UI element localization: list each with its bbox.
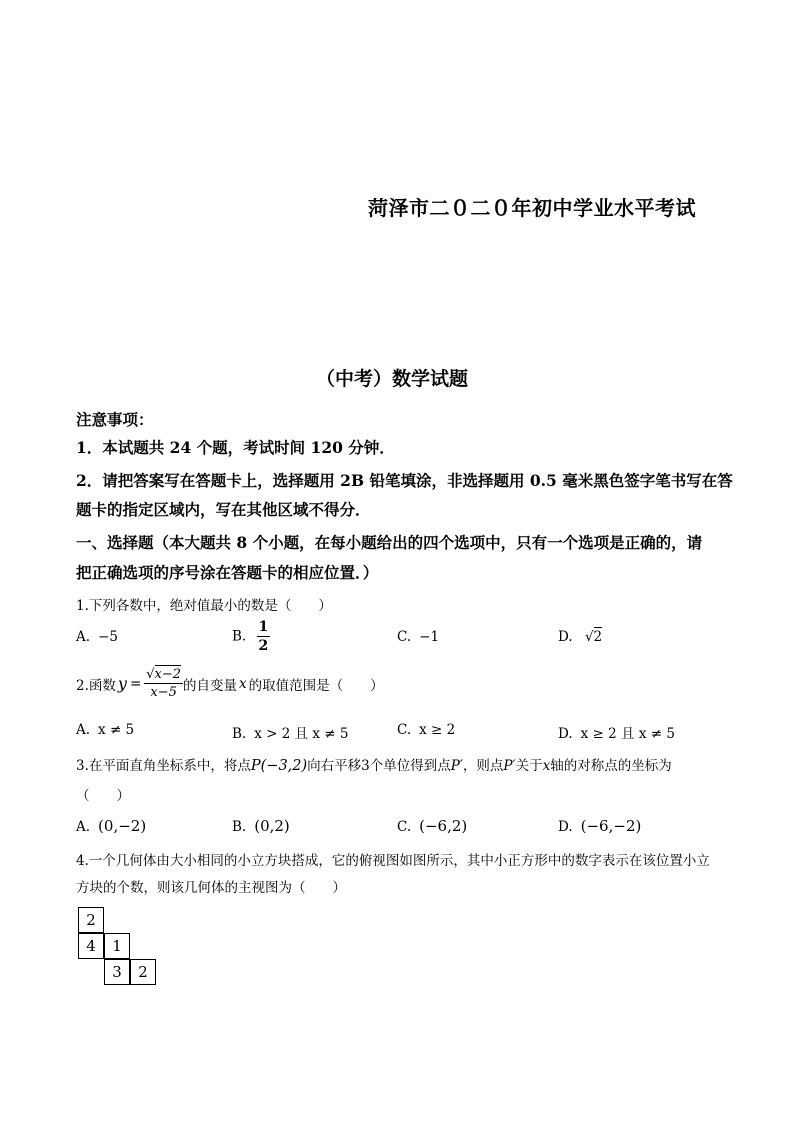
q2-numerator-text: x−2 — [154, 667, 182, 682]
q1-option-a[interactable] — [76, 629, 118, 645]
q4-stem-line-2: 方块的个数，则该几何体的主视图为（ ） — [76, 880, 346, 896]
q1-option-b-fraction — [257, 620, 271, 653]
q2-option-b-label: B. — [232, 726, 247, 742]
q3-option-a-value: (0,−2) — [98, 817, 147, 835]
q2-option-d-value: x ≥ 2 且 x ≠ 5 — [580, 726, 675, 742]
q1-stem: 1.下列各数中，绝对值最小的数是（ ） — [76, 598, 332, 614]
q1-option-b-label: B. — [232, 628, 247, 645]
q2-option-c-value: x ≥ 2 — [419, 722, 456, 738]
q3-option-a[interactable] — [76, 817, 146, 835]
q3-option-d-label: D. — [558, 819, 573, 835]
q2-stem-post: 的自变量 — [183, 677, 238, 694]
notice-item-2-line-1: 2．请把答案写在答题卡上，选择题用 2B 铅笔填涂，非选择题用 0.5 毫米黑色签字笔书写在答 — [76, 471, 733, 490]
q3-option-c-value: (−6,2) — [419, 817, 468, 835]
q2-option-b-value: x > 2 且 x ≠ 5 — [254, 726, 349, 742]
q1-option-b-numerator: 1 — [258, 619, 269, 635]
q2-denominator: x−5 — [150, 685, 177, 700]
top-view-grid — [78, 907, 158, 987]
q3-option-d-value: (−6,−2) — [580, 817, 642, 835]
grid-cell: 1 — [104, 933, 130, 959]
notice-item-2-line-2: 题卡的指定区域内，写在其他区域不得分． — [76, 500, 371, 519]
q3-point-2: P′ — [450, 758, 463, 774]
grid-cell: 2 — [78, 907, 104, 933]
q3-axis: x — [542, 758, 551, 774]
q1-option-c[interactable] — [397, 629, 439, 645]
grid-cell: 3 — [104, 959, 130, 985]
q3-option-a-label: A. — [76, 819, 91, 835]
q1-option-d[interactable] — [558, 629, 602, 645]
q3-point: P(−3,2) — [250, 758, 308, 774]
q3-option-c[interactable] — [397, 817, 467, 835]
q2-option-b[interactable] — [232, 722, 349, 742]
grid-cell: 4 — [78, 933, 104, 959]
q1-option-d-value: 2 — [593, 629, 603, 645]
q1-option-a-value: −5 — [98, 629, 118, 645]
exam-title: 菏泽市二０二０年初中学业水平考试 — [368, 196, 696, 220]
q3-point-3: P′ — [503, 758, 516, 774]
q2-option-c-label: C. — [397, 722, 412, 738]
q2-option-a[interactable] — [76, 722, 134, 738]
q3-stem-c: ，则点 — [462, 758, 504, 774]
q2-option-a-label: A. — [76, 722, 91, 738]
q2-stem-pre: 2.函数 — [76, 677, 116, 694]
q1-option-a-label: A. — [76, 629, 91, 645]
q1-option-c-value: −1 — [419, 629, 440, 645]
q1-option-c-label: C. — [397, 629, 412, 645]
sqrt-symbol: √ — [584, 629, 594, 645]
q3-stem-line-1 — [76, 754, 672, 774]
q3-option-d[interactable] — [558, 817, 641, 835]
q3-stem-b: 向右平移3个单位得到点 — [307, 758, 451, 774]
q2-option-d[interactable] — [558, 722, 675, 742]
q2-fraction — [144, 668, 183, 699]
q1-option-d-label: D. — [558, 629, 573, 645]
q2-stem — [76, 668, 384, 699]
exam-subtitle: （中考）数学试题 — [316, 368, 469, 390]
q3-stem-d: 关于 — [515, 758, 543, 774]
grid-cell: 2 — [130, 959, 156, 985]
q3-stem-line-2: （ ） — [76, 788, 130, 804]
q3-stem-e: 轴的对称点的坐标为 — [550, 758, 672, 774]
q3-option-b-label: B. — [232, 819, 247, 835]
q2-stem-end: 的取值范围是（ ） — [248, 677, 384, 694]
section-heading-line-1: 一、选择题（本大题共 8 个小题，在每小题给出的四个选项中，只有一个选项是正确的，请 — [76, 533, 703, 552]
q2-x: x — [239, 675, 247, 692]
q1-option-b[interactable] — [232, 620, 270, 653]
q1-option-b-denominator: 2 — [258, 638, 269, 654]
q3-option-b-value: (0,2) — [254, 817, 290, 835]
notice-heading: 注意事项： — [76, 410, 154, 429]
sqrt-symbol: √ — [146, 667, 155, 682]
q3-stem-a: 3.在平面直角坐标系中，将点 — [76, 758, 251, 774]
q3-option-b[interactable] — [232, 817, 290, 835]
notice-item-1: 1．本试题共 24 个题，考试时间 120 分钟． — [76, 438, 395, 457]
q2-eq: = — [129, 675, 142, 692]
q2-option-d-label: D. — [558, 726, 573, 742]
q3-option-c-label: C. — [397, 819, 412, 835]
q2-option-c[interactable] — [397, 722, 455, 738]
q2-option-a-value: x ≠ 5 — [98, 722, 135, 738]
q2-numerator — [144, 668, 183, 684]
q4-stem-line-1: 4.一个几何体由大小相同的小立方块搭成，它的俯视图如图所示，其中小正方形中的数字表示在该位置小立 — [76, 853, 710, 869]
q2-y: y — [117, 674, 127, 693]
section-heading-line-2: 把正确选项的序号涂在答题卡的相应位置．） — [76, 563, 379, 582]
